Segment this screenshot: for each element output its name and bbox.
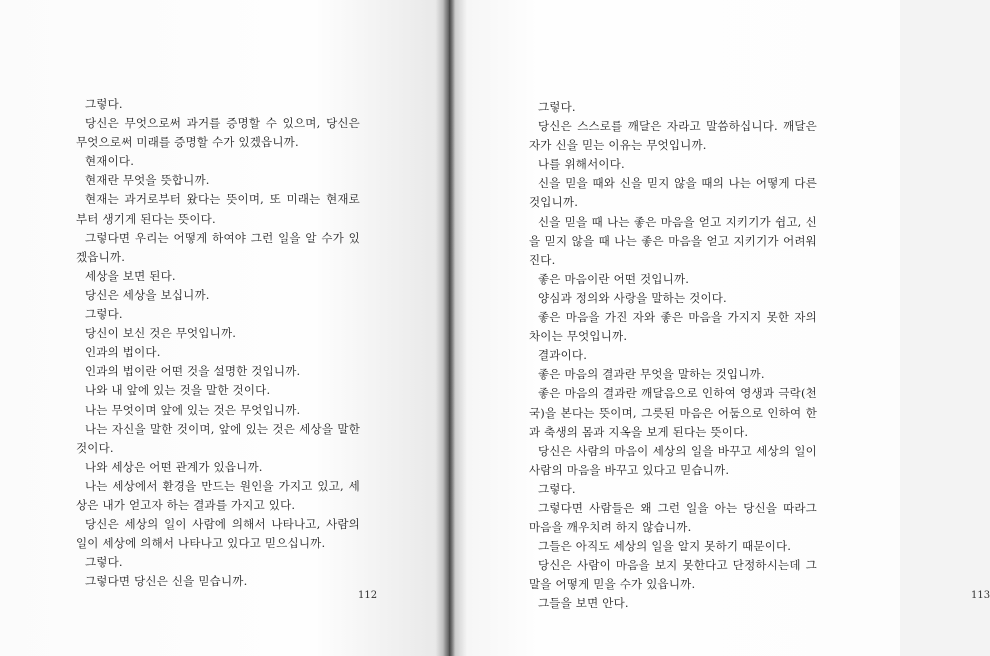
paragraph: 좋은 마음을 가진 자와 좋은 마음을 가지지 못한 자의 차이는 무엇입니까. <box>529 310 817 344</box>
paragraph: 당신은 사람이 마음을 보지 못한다고 단정하시는데 그 말을 어떻게 믿을 수가 있읍니까. <box>529 558 817 592</box>
paragraph: 당신은 사람의 마음이 세상의 일을 바꾸고 세상의 일이 사람의 마음을 바꾸고 있다고 믿습니까. <box>529 443 817 477</box>
paragraph: 그렇다. <box>538 100 576 114</box>
paragraph: 그렇다면 당신은 신을 믿습니까. <box>85 574 248 589</box>
paragraph: 그렇다면 우리는 어떻게 하여야 그런 일을 알 수가 있겠읍니까. <box>76 230 360 264</box>
paragraph: 그렇다면 사람들은 왜 그런 일을 아는 당신을 따라그 마음을 깨우치려 하지 않습니까. <box>529 500 817 535</box>
paragraph: 나를 위해서이다. <box>538 157 625 172</box>
paragraph: 당신은 무엇으로써 과거를 증명할 수 있으며, 당신은 무엇으로써 미래를 증명할 수가 있겠읍니까. <box>76 116 360 150</box>
paragraph: 세상을 보면 된다. <box>85 268 176 283</box>
paragraph: 나와 세상은 어떤 관계가 있읍니까. <box>85 459 263 474</box>
paragraph: 신을 믿을 때 나는 좋은 마음을 얻고 지키기가 쉽고, 신을 믿지 않을 때 나는 좋은 마음을 얻고 지키기가 어려워진다. <box>529 214 817 267</box>
paragraph: 그렇다. <box>538 481 576 496</box>
left-page <box>0 0 449 656</box>
paragraph: 현재란 무엇을 뜻합니까. <box>85 173 210 188</box>
right-page-text <box>529 98 817 614</box>
page-number-left: 112 <box>358 590 378 601</box>
paragraph: 신을 믿을 때와 신을 믿지 않을 때의 나는 어떻게 다른 것입니까. <box>529 176 817 210</box>
paragraph: 당신은 세상을 보십니까. <box>85 287 210 302</box>
paragraph: 당신은 스스로를 깨달은 자라고 말씀하십니다. 깨달은 자가 신을 믿는 이유는 무엇입니까. <box>529 119 817 153</box>
paragraph: 그렇다. <box>85 307 123 322</box>
paragraph: 나는 무엇이며 앞에 있는 것은 무엇입니까. <box>85 402 301 417</box>
paragraph: 나와 내 앞에 있는 것을 말한 것이다. <box>85 383 271 398</box>
paragraph: 그렇다. <box>85 555 123 570</box>
paragraph: 결과이다. <box>538 348 588 363</box>
paragraph: 현재이다. <box>85 154 135 169</box>
book-gutter-shadow <box>443 0 455 656</box>
paragraph: 그들은 아직도 세상의 일을 알지 못하기 때문이다. <box>538 539 792 554</box>
paragraph: 나는 자신을 말한 것이며, 앞에 있는 것은 세상을 말한 것이다. <box>76 421 360 455</box>
paragraph: 당신은 세상의 일이 사람에 의해서 나타나고, 사람의 일이 세상에 의해서 나타나고 있다고 믿으십니까. <box>76 517 360 551</box>
paragraph: 그렇다. <box>85 97 123 111</box>
paragraph: 좋은 마음이란 어떤 것입니까. <box>538 271 690 286</box>
paragraph: 당신이 보신 것은 무엇입니까. <box>85 326 237 341</box>
paragraph: 인과의 법이란 어떤 것을 설명한 것입니까. <box>85 364 301 379</box>
paragraph: 나는 세상에서 환경을 만드는 원인을 가지고 있고, 세상은 내가 얻고자 하는 결과를 가지고 있다. <box>76 478 360 512</box>
paragraph: 좋은 마음의 결과란 깨달음으로 인하여 영생과 극락(천국)을 본다는 뜻이며, 그릇된 마음은 어둠으로 인하여 한과 축생의 몸과 지옥을 보게 된다는 뜻이다. <box>529 386 817 439</box>
paragraph: 현재는 과거로부터 왔다는 뜻이며, 또 미래는 현재로부터 생기게 된다는 뜻이다. <box>76 192 360 226</box>
left-page-text <box>76 95 360 591</box>
paragraph: 좋은 마음의 결과란 무엇을 말하는 것입니까. <box>538 367 765 382</box>
page-number-right: 113 <box>971 590 990 601</box>
paragraph: 양심과 정의와 사랑을 말하는 것이다. <box>538 290 727 305</box>
paragraph: 인과의 법이다. <box>85 345 161 360</box>
paragraph: 그들을 보면 안다. <box>538 596 629 611</box>
